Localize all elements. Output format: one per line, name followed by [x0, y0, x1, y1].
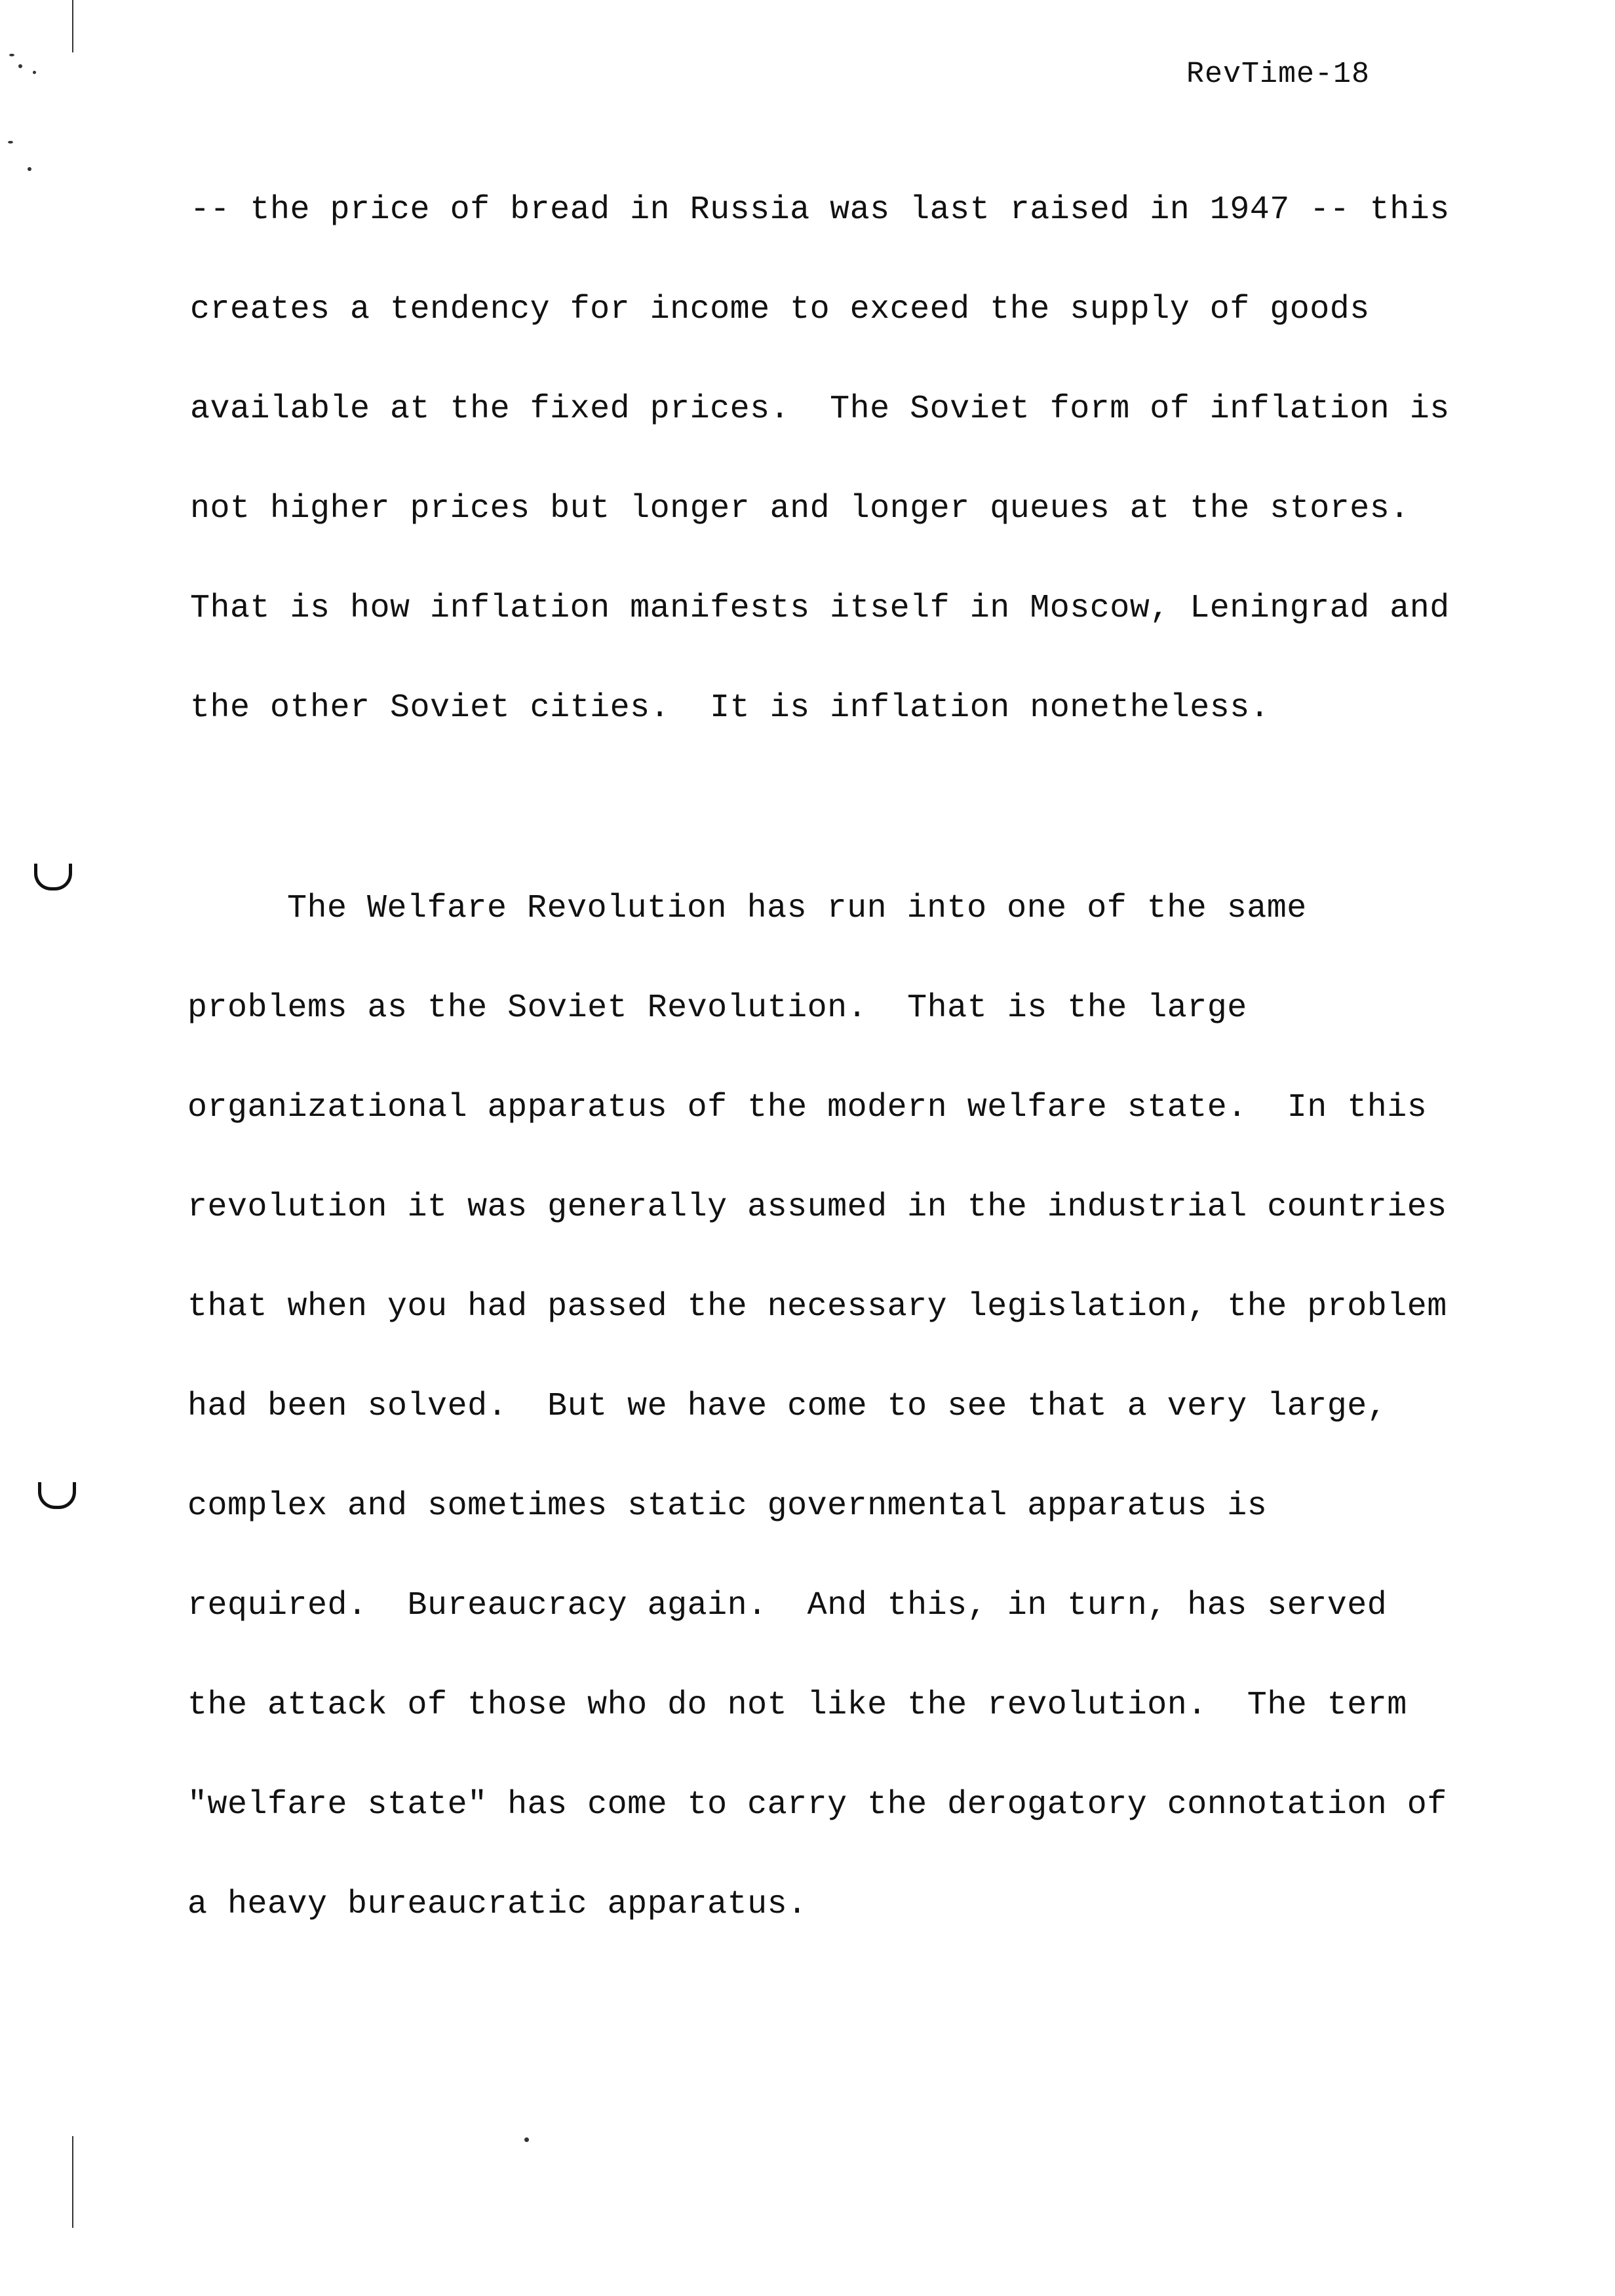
- text-line: That is how inflation manifests itself in Moscow, Leningrad and: [190, 590, 1450, 627]
- scan-margin-mark: [72, 0, 73, 52]
- text-line: creates a tendency for income to exceed the supply of goods: [190, 291, 1370, 328]
- binder-hole-mark: [38, 1482, 76, 1509]
- text-line: that when you had passed the necessary legislation, the problem: [187, 1288, 1447, 1326]
- text-line: organizational apparatus of the modern welfare state. In this: [187, 1089, 1428, 1126]
- page-number-label: RevTime-18: [1186, 58, 1371, 91]
- text-line: problems as the Soviet Revolution. That is the large: [187, 989, 1247, 1027]
- scan-speck: [9, 54, 14, 56]
- scan-speck: [524, 2137, 529, 2142]
- text-line: the attack of those who do not like the revolution. The term: [187, 1687, 1407, 1724]
- text-line: a heavy bureaucratic apparatus.: [187, 1886, 808, 1923]
- text-line: "welfare state" has come to carry the derogatory connotation of: [187, 1786, 1447, 1824]
- text-line: the other Soviet cities. It is inflation nonetheless.: [190, 689, 1270, 727]
- scan-margin-mark: [72, 2136, 73, 2228]
- text-line: The Welfare Revolution has run into one of the same: [287, 890, 1307, 927]
- text-line: -- the price of bread in Russia was last raised in 1947 -- this: [190, 191, 1450, 229]
- binder-hole-mark: [34, 864, 72, 890]
- text-line: available at the fixed prices. The Soviet form of inflation is: [190, 391, 1450, 428]
- text-line: required. Bureaucracy again. And this, in turn, has served: [187, 1587, 1388, 1624]
- scan-speck: [28, 167, 31, 171]
- text-line: not higher prices but longer and longer queues at the stores.: [190, 490, 1410, 527]
- text-line: revolution it was generally assumed in the industrial countries: [187, 1189, 1447, 1226]
- scan-speck: [8, 141, 13, 144]
- text-line: complex and sometimes static governmental apparatus is: [187, 1487, 1268, 1525]
- scan-speck: [33, 71, 36, 74]
- text-line: had been solved. But we have come to see that a very large,: [187, 1388, 1388, 1425]
- scan-speck: [18, 64, 22, 68]
